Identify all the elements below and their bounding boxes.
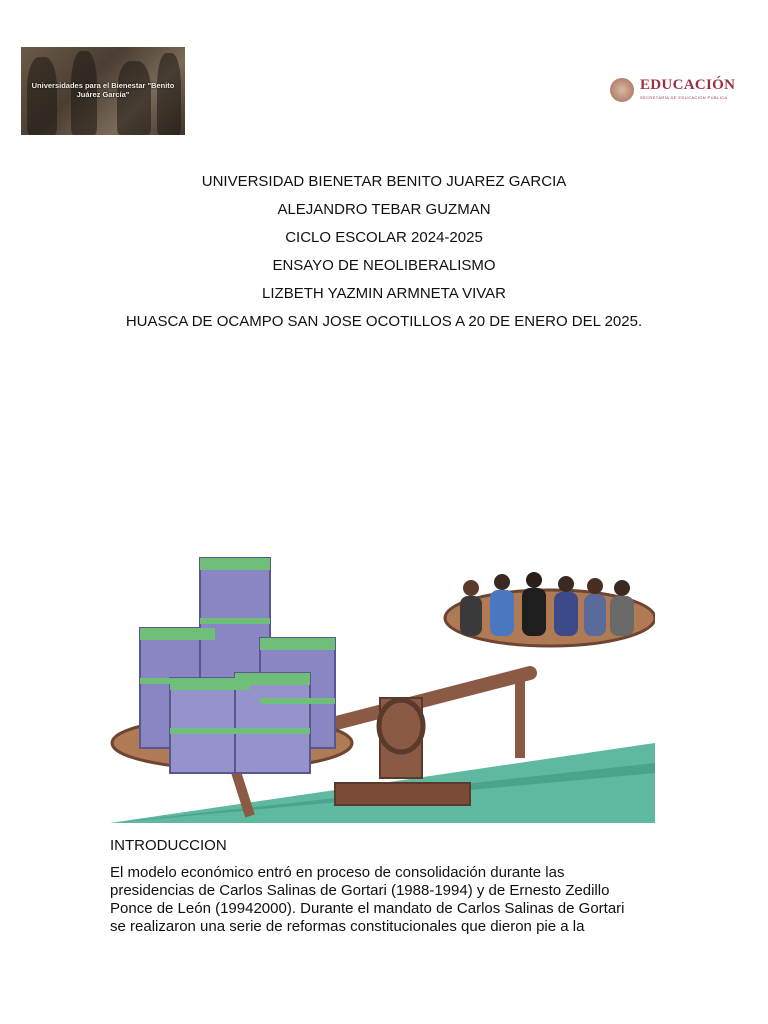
- school-year: CICLO ESCOLAR 2024-2025: [285, 229, 483, 246]
- teacher-name: ALEJANDRO TEBAR GUZMAN: [277, 201, 491, 218]
- educacion-logo-name: EDUCACIÓN: [640, 77, 736, 93]
- paragraph-line: Ponce de León (19942000). Durante el mandato de Carlos Salinas de Gortari: [110, 900, 625, 917]
- section-heading: INTRODUCCION: [110, 837, 227, 854]
- educacion-logo-subtitle: SECRETARÍA DE EDUCACIÓN PÚBLICA: [640, 95, 728, 100]
- university-logo-text: Universidades para el Bienestar "Benito Juárez García": [31, 81, 175, 99]
- intro-paragraph: [110, 864, 650, 936]
- national-seal-icon: [610, 78, 634, 102]
- money-stacks: [140, 558, 335, 773]
- inequality-scale-illustration: [110, 548, 655, 823]
- educacion-logo: [610, 76, 740, 106]
- student-name: LIZBETH YAZMIN ARMNETA VIVAR: [262, 285, 506, 302]
- introduction-section: [110, 836, 650, 936]
- essay-title: ENSAYO DE NEOLIBERALISMO: [272, 257, 496, 274]
- scale-base: [335, 783, 470, 805]
- paragraph-line: El modelo económico entró en proceso de consolidación durante las: [110, 864, 565, 881]
- place-and-date: HUASCA DE OCAMPO SAN JOSE OCOTILLOS A 20 DE ENERO DEL 2025.: [125, 313, 643, 330]
- paragraph-line: presidencias de Carlos Salinas de Gortari (1988-1994) y de Ernesto Zedillo: [110, 882, 610, 899]
- university-name: UNIVERSIDAD BIENETAR BENITO JUAREZ GARCIA: [201, 173, 567, 190]
- cover-header: [0, 168, 768, 336]
- paragraph-line: se realizaron una serie de reformas constitucionales que dieron pie a la: [110, 918, 585, 935]
- university-logo: [21, 47, 185, 135]
